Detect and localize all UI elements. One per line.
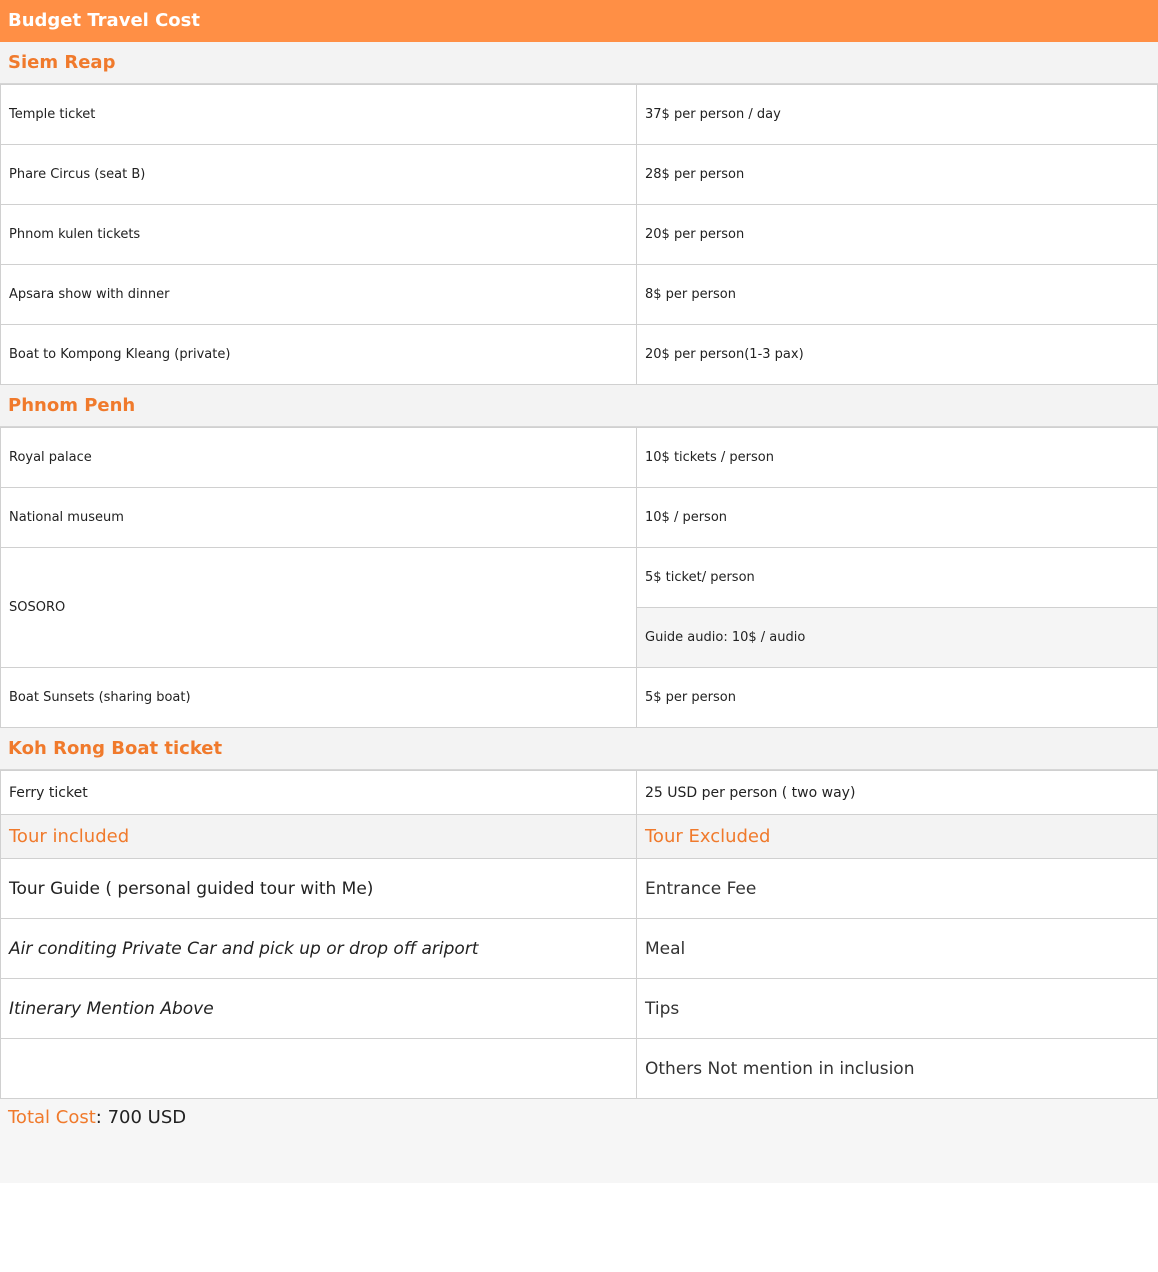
cost-cell: 10$ / person [637, 488, 1158, 548]
section-koh-rong: Koh Rong Boat ticket [0, 728, 1158, 770]
section-phnom-penh: Phnom Penh [0, 385, 1158, 427]
item-cell: Phnom kulen tickets [1, 205, 637, 265]
total-cost [0, 1099, 1158, 1183]
included-item [1, 1039, 637, 1099]
table-row [1, 85, 1158, 145]
item-cell: SOSORO [1, 548, 637, 668]
excluded-item: Tips [637, 979, 1158, 1039]
tour-excluded-heading: Tour Excluded [637, 815, 1158, 859]
cost-cell: 28$ per person [637, 145, 1158, 205]
cost-cell: 10$ tickets / person [637, 428, 1158, 488]
included-item: Air conditing Private Car and pick up or drop off ariport [1, 919, 637, 979]
cost-cell: 20$ per person [637, 205, 1158, 265]
included-item: Tour Guide ( personal guided tour with Me) [1, 859, 637, 919]
table-row [1, 325, 1158, 385]
item-cell: Phare Circus (seat B) [1, 145, 637, 205]
item-cell: Boat to Kompong Kleang (private) [1, 325, 637, 385]
item-cell: Ferry ticket [1, 771, 637, 815]
tour-table [0, 770, 1158, 1099]
item-cell: Boat Sunsets (sharing boat) [1, 668, 637, 728]
section-siem-reap: Siem Reap [0, 42, 1158, 84]
table-row [1, 979, 1158, 1039]
cost-cell: 8$ per person [637, 265, 1158, 325]
excluded-item: Meal [637, 919, 1158, 979]
page-title: Budget Travel Cost [0, 0, 1158, 42]
included-item: Itinerary Mention Above [1, 979, 637, 1039]
cost-cell: 5$ ticket/ person [637, 548, 1158, 608]
total-cost-label: Total Cost [8, 1107, 96, 1128]
item-cell: Apsara show with dinner [1, 265, 637, 325]
table-row [1, 771, 1158, 815]
table-row [1, 919, 1158, 979]
table-row [1, 205, 1158, 265]
cost-cell: 5$ per person [637, 668, 1158, 728]
phnom-penh-table [0, 427, 1158, 728]
table-row [1, 1039, 1158, 1099]
tour-header-row [1, 815, 1158, 859]
cost-cell-secondary: Guide audio: 10$ / audio [637, 608, 1158, 668]
item-cell: Royal palace [1, 428, 637, 488]
cost-cell: 20$ per person(1-3 pax) [637, 325, 1158, 385]
item-cell: Temple ticket [1, 85, 637, 145]
total-cost-value: : 700 USD [95, 1107, 187, 1128]
table-row [1, 668, 1158, 728]
table-row [1, 859, 1158, 919]
cost-cell: 37$ per person / day [637, 85, 1158, 145]
table-row [1, 428, 1158, 488]
excluded-item: Entrance Fee [637, 859, 1158, 919]
table-row [1, 488, 1158, 548]
siem-reap-table [0, 84, 1158, 385]
item-cell: National museum [1, 488, 637, 548]
tour-included-heading: Tour included [1, 815, 637, 859]
cost-cell: 25 USD per person ( two way) [637, 771, 1158, 815]
table-row [1, 145, 1158, 205]
table-row [1, 548, 1158, 608]
table-row [1, 265, 1158, 325]
excluded-item: Others Not mention in inclusion [637, 1039, 1158, 1099]
